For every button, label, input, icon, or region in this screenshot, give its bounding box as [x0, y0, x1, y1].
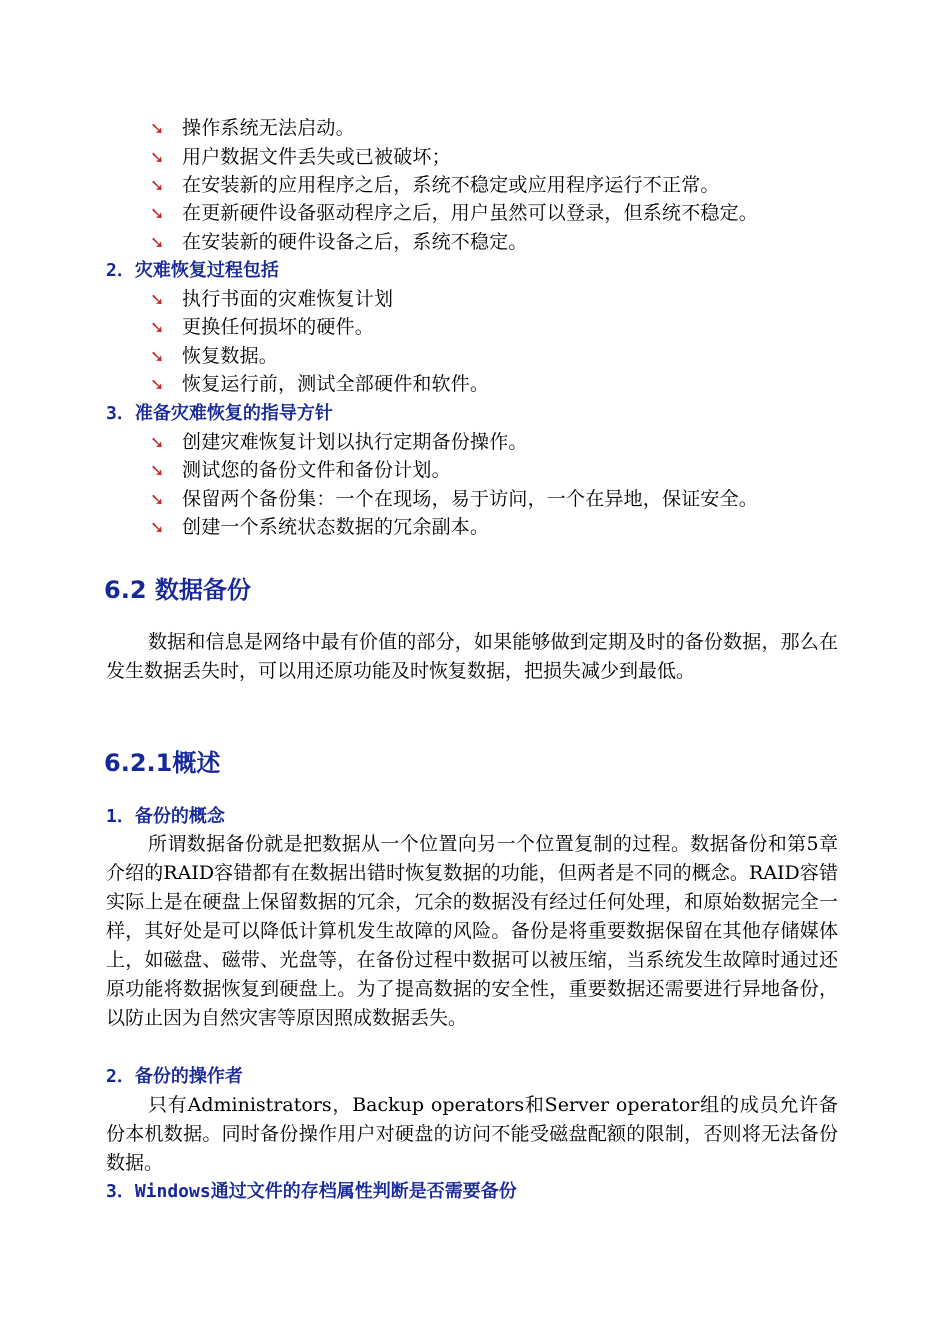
arrow-bullet-icon: ➘ [150, 204, 165, 224]
list-item: ➘ 在更新硬件设备驱动程序之后，用户虽然可以登录，但系统不稳定。 [150, 199, 758, 228]
subsection-heading: 1．备份的概念 [106, 806, 225, 827]
list-item: ➘ 保留两个备份集：一个在现场，易于访问，一个在异地，保证安全。 [150, 485, 758, 514]
subsection-heading: 2．备份的操作者 [106, 1066, 243, 1087]
section-heading: 2．灾难恢复过程包括 [106, 260, 279, 281]
section-title: 6.2.1概述 [104, 749, 221, 777]
arrow-bullet-icon: ➘ [150, 290, 165, 310]
arrow-bullet-icon: ➘ [150, 318, 165, 338]
chapter-title: 6.2 数据备份 [104, 576, 251, 604]
arrow-bullet-icon: ➘ [150, 148, 165, 168]
concept-paragraph: 所谓数据备份就是把数据从一个位置向另一个位置复制的过程。数据备份和第5章介绍的RAID容错都有在数据出错时恢复数据的功能，但两者是不同的概念。RAID容错实际上是在硬盘上保留数据的冗余，冗余的数据没有经过任何处理，和原始数据完全一样，其好处是可以降低计算机发生故障的风险。备份是将重要数据保留在其他存储媒体上，如磁盘、磁带、光盘等，在备份过程中数据可以被压缩，当系统发生故障时通过还原功能将数据恢复到硬盘上。为了提高数据的安全性，重要数据还需要进行异地备份，以防止因为自然灾害等原因照成数据丢失。 [106, 833, 838, 1029]
arrow-bullet-icon: ➘ [150, 375, 165, 395]
list-item: ➘ 操作系统无法启动。 [150, 114, 355, 143]
chapter-intro: 数据和信息是网络中最有价值的部分，如果能够做到定期及时的备份数据，那么在发生数据丢失时，可以用还原功能及时恢复数据，把损失减少到最低。 [106, 631, 838, 682]
list-item: ➘ 恢复数据。 [150, 342, 278, 371]
arrow-bullet-icon: ➘ [150, 433, 165, 453]
section-heading: 3．准备灾难恢复的指导方针 [106, 403, 333, 424]
arrow-bullet-icon: ➘ [150, 233, 165, 253]
arrow-bullet-icon: ➘ [150, 518, 165, 538]
list-item: ➘ 测试您的备份文件和备份计划。 [150, 456, 451, 485]
list-item: ➘ 在安装新的硬件设备之后，系统不稳定。 [150, 228, 528, 257]
list-item: ➘ 恢复运行前，测试全部硬件和软件。 [150, 370, 489, 399]
arrow-bullet-icon: ➘ [150, 119, 165, 139]
subsection-heading: 3．Windows通过文件的存档属性判断是否需要备份 [106, 1181, 517, 1202]
operator-paragraph: 只有Administrators，Backup operators和Server operator组的成员允许备份本机数据。同时备份操作用户对硬盘的访问不能受磁盘配额的限制，否则将无法备份数据。 [106, 1094, 838, 1174]
list-item: ➘ 更换任何损坏的硬件。 [150, 313, 374, 342]
list-item: ➘ 创建灾难恢复计划以执行定期备份操作。 [150, 428, 528, 457]
list-item: ➘ 在安装新的应用程序之后，系统不稳定或应用程序运行不正常。 [150, 171, 720, 200]
arrow-bullet-icon: ➘ [150, 347, 165, 367]
list-item: ➘ 创建一个系统状态数据的冗余副本。 [150, 513, 489, 542]
list-item: ➘ 用户数据文件丢失或已被破坏； [150, 143, 451, 172]
arrow-bullet-icon: ➘ [150, 461, 165, 481]
arrow-bullet-icon: ➘ [150, 490, 165, 510]
arrow-bullet-icon: ➘ [150, 176, 165, 196]
list-item: ➘ 执行书面的灾难恢复计划 [150, 285, 393, 314]
